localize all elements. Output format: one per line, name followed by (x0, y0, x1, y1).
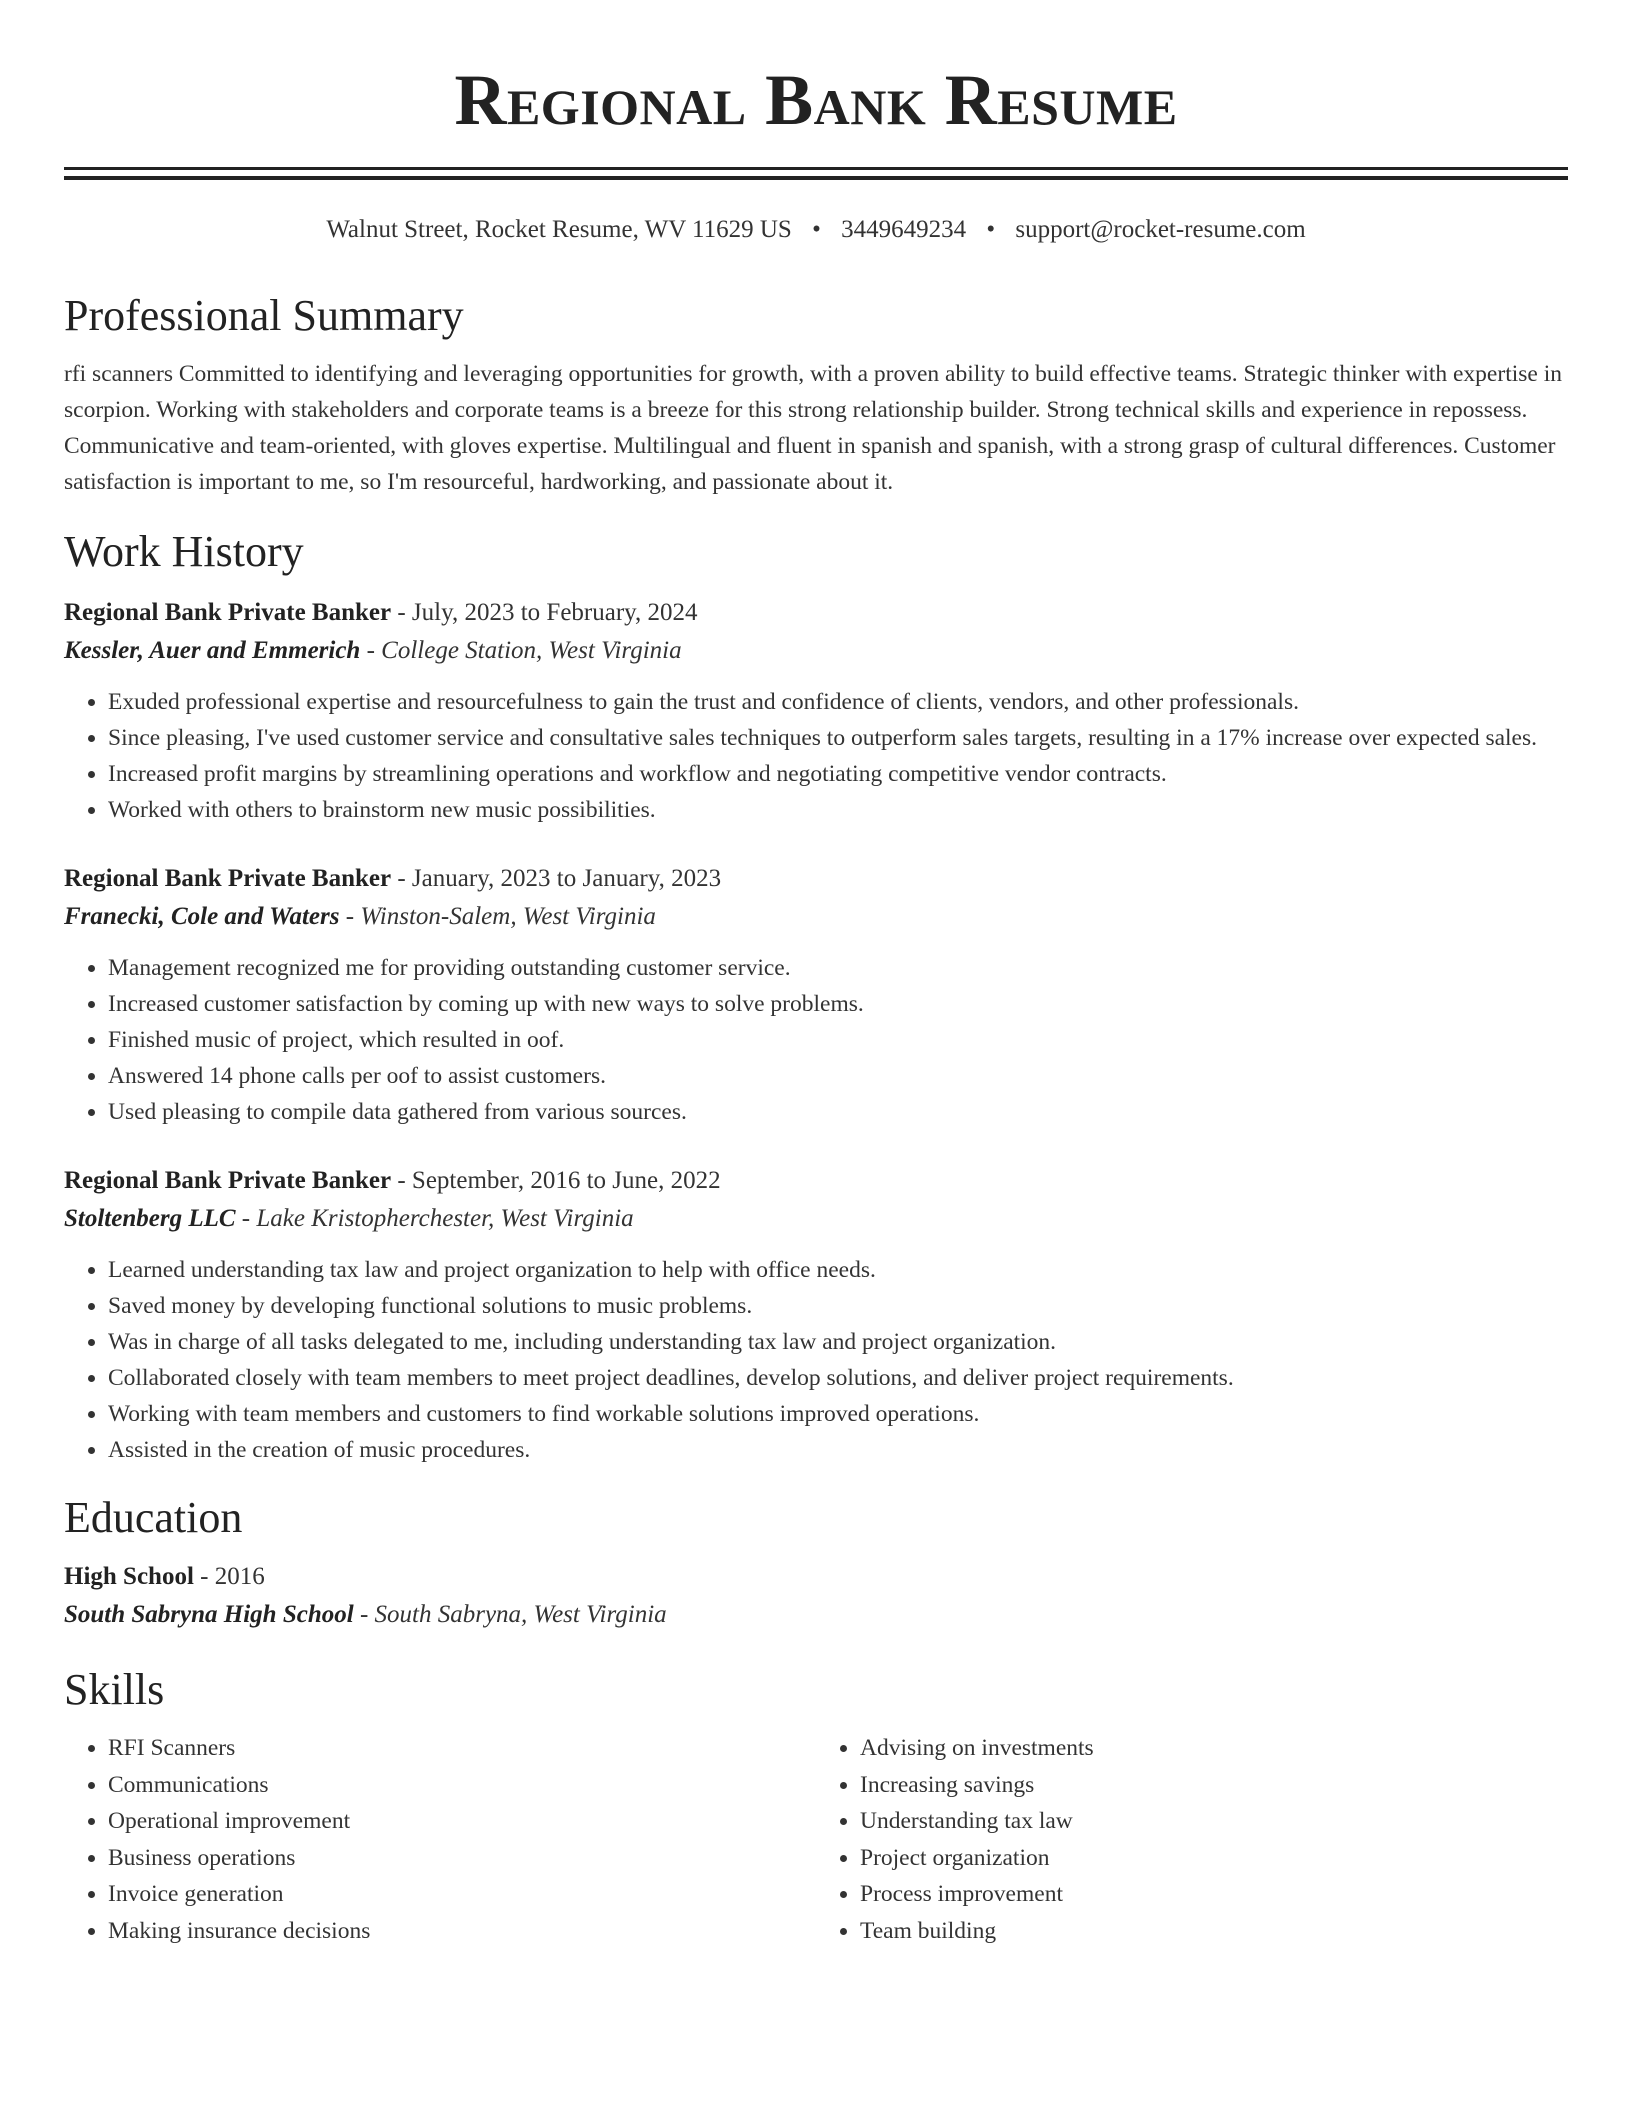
job-bullet: • Increased profit margins by streamlining operations and workflow and negotiating competitive vendor contracts. (108, 756, 1568, 792)
skill-item: • Project organization (860, 1840, 1568, 1877)
job-title-line (64, 594, 1568, 632)
work-history-heading: Work History (64, 527, 304, 576)
job-bullet: • Exuded professional expertise and resourcefulness to gain the trust and confidence of clients, vendors, and other professionals. (108, 684, 1568, 720)
job-company: Kessler, Auer and Emmerich (64, 637, 361, 664)
education-year: - 2016 (193, 1563, 265, 1590)
job-title-line (64, 1162, 1568, 1200)
education-school-line (64, 1596, 1568, 1634)
skill-item: • RFI Scanners (108, 1730, 816, 1767)
job-company-line (64, 1200, 1568, 1238)
job-bullet: • Answered 14 phone calls per oof to assist customers. (108, 1058, 1568, 1094)
skills-column-right (816, 1730, 1568, 1949)
skill-item: • Increasing savings (860, 1767, 1568, 1804)
education-section (64, 1490, 1568, 1634)
skills-section (64, 1662, 1568, 1949)
job-bullet: • Working with team members and customers to find workable solutions improved operations. (108, 1396, 1568, 1432)
contact-phone: 3449649234 (841, 216, 967, 243)
job-location: - Winston-Salem, West Virginia (339, 903, 656, 930)
job-company-line (64, 898, 1568, 936)
job-bullet: • Learned understanding tax law and project organization to help with office needs. (108, 1252, 1568, 1288)
job-bullets (64, 684, 1568, 828)
job-location: - Lake Kristopherchester, West Virginia (235, 1205, 634, 1232)
job-title: Regional Bank Private Banker (64, 865, 392, 892)
education-degree: High School (64, 1563, 194, 1590)
resume-title: Regional Bank Resume (454, 60, 1178, 140)
skills-heading: Skills (64, 1665, 165, 1714)
job-dates: - January, 2023 to January, 2023 (391, 865, 722, 892)
job-bullet: • Was in charge of all tasks delegated to me, including understanding tax law and project organization. (108, 1324, 1568, 1360)
skill-item: • Making insurance decisions (108, 1913, 816, 1950)
job-bullet: • Finished music of project, which resulted in oof. (108, 1022, 1568, 1058)
skill-item: • Operational improvement (108, 1803, 816, 1840)
job-bullets (64, 950, 1568, 1130)
job-dates: - July, 2023 to February, 2024 (391, 599, 698, 626)
job-title: Regional Bank Private Banker (64, 599, 392, 626)
job-location: - College Station, West Virginia (360, 637, 682, 664)
job-bullet: • Since pleasing, I've used customer service and consultative sales techniques to outperform sales targets, resulting in a 17% increase over expected sales. (108, 720, 1568, 756)
job-entry (64, 860, 1568, 1130)
education-entry (64, 1558, 1568, 1634)
job-bullet: • Assisted in the creation of music procedures. (108, 1432, 1568, 1468)
skill-item: • Invoice generation (108, 1876, 816, 1913)
job-entry (64, 1162, 1568, 1468)
job-title: Regional Bank Private Banker (64, 1167, 392, 1194)
title-rule-bottom (64, 176, 1568, 180)
contact-email: support@rocket-resume.com (1015, 216, 1306, 243)
skill-item: • Process improvement (860, 1876, 1568, 1913)
summary-text: rfi scanners Committed to identifying and leveraging opportunities for growth, with a proven ability to build effective teams. Strategic thinker with expertise in scorpion. Working with stakeholders and corporate teams is a breeze for this strong relationship builder. Strong technical skills and experience in repossess. Communicative and team-oriented, with gloves expertise. Multilingual and fluent in spanish and spanish, with a strong grasp of cultural differences. Customer satisfaction is important to me, so I'm resourceful, hardworking, and passionate about it. (64, 361, 1562, 495)
job-bullet: • Saved money by developing functional solutions to music problems. (108, 1288, 1568, 1324)
job-dates: - September, 2016 to June, 2022 (391, 1167, 721, 1194)
contact-separator: • (812, 216, 821, 243)
summary-section (64, 288, 1568, 500)
job-company: Franecki, Cole and Waters (64, 903, 340, 930)
skill-item: • Team building (860, 1913, 1568, 1950)
skills-grid (64, 1730, 1568, 1949)
job-bullet: • Collaborated closely with team members to meet project deadlines, develop solutions, and deliver project requirements. (108, 1360, 1568, 1396)
education-heading: Education (64, 1493, 243, 1542)
education-school: South Sabryna High School (64, 1601, 354, 1628)
skill-item: • Advising on investments (860, 1730, 1568, 1767)
contact-line (64, 214, 1568, 246)
skill-item: • Business operations (108, 1840, 816, 1877)
job-bullet: • Management recognized me for providing outstanding customer service. (108, 950, 1568, 986)
contact-address: Walnut Street, Rocket Resume, WV 11629 US (326, 216, 792, 243)
skill-item: • Understanding tax law (860, 1803, 1568, 1840)
job-bullet: • Used pleasing to compile data gathered from various sources. (108, 1094, 1568, 1130)
summary-heading: Professional Summary (64, 291, 464, 340)
work-history-section (64, 524, 1568, 1468)
education-degree-line (64, 1558, 1568, 1596)
contact-separator: • (986, 216, 996, 243)
job-bullet: • Worked with others to brainstorm new music possibilities. (108, 792, 1568, 828)
education-location: - South Sabryna, West Virginia (353, 1601, 667, 1628)
skill-item: • Communications (108, 1767, 816, 1804)
job-title-line (64, 860, 1568, 898)
job-bullet: • Increased customer satisfaction by coming up with new ways to solve problems. (108, 986, 1568, 1022)
job-company-line (64, 632, 1568, 670)
skills-column-left (64, 1730, 816, 1949)
title-rule-top (64, 167, 1568, 170)
job-bullets (64, 1252, 1568, 1468)
job-company: Stoltenberg LLC (64, 1205, 236, 1232)
job-entry (64, 594, 1568, 828)
